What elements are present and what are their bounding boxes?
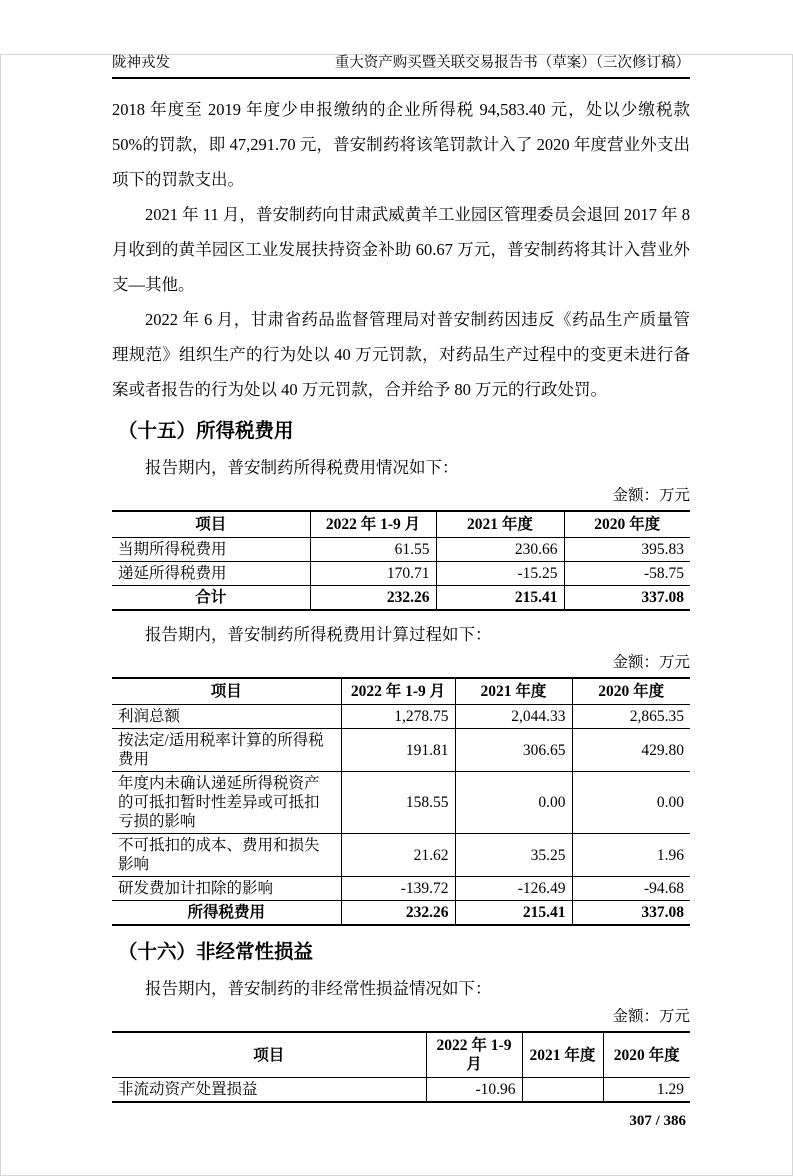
column-header: 2020 年度 [572,678,690,705]
unit-label-3: 金额：万元 [612,1008,690,1025]
cell-value: 215.41 [436,586,564,611]
section-15-heading: （十五）所得税费用 [118,420,294,442]
row-label: 非流动资产处置损益 [112,1078,426,1103]
cell-value: 306.65 [455,729,572,772]
running-header [112,54,690,79]
table-row [112,772,690,834]
column-header: 项目 [112,678,341,705]
cell-value: -15.25 [436,562,564,586]
column-header: 2022 年 1-9 月 [426,1032,522,1078]
cell-value: 337.08 [572,901,690,926]
cell-value: 0.00 [455,772,572,834]
row-label: 研发费加计扣除的影响 [112,877,341,901]
column-header: 2020 年度 [603,1032,690,1078]
cell-value: 1.29 [603,1078,690,1103]
table-row [112,586,690,611]
cell-value: 158.55 [341,772,455,834]
column-header: 2022 年 1-9 月 [341,678,455,705]
paragraph-tax-penalty: 2018 年度至 2019 年度少申报缴纳的企业所得税 94,583.40 元，处以少缴税款 50%的罚款，即 47,291.70 元，普安制药将该笔罚款计入了 2020 年度营业外支出项下的罚款支出。 [112,100,690,189]
cell-value: 337.08 [564,586,690,611]
cell-value [522,1078,603,1103]
table-row [112,729,690,772]
column-header: 项目 [112,1032,426,1078]
section-16-intro: 报告期内，普安制药的非经常性损益情况如下： [145,979,492,998]
cell-value: 232.26 [310,586,436,611]
table-row [112,834,690,877]
column-header: 2021 年度 [455,678,572,705]
cell-value: -139.72 [341,877,455,901]
column-header: 2021 年度 [436,511,564,538]
cell-value: 2,865.35 [572,705,690,729]
header-company-name: 陇神戎发 [112,55,170,71]
cell-value: -94.68 [572,877,690,901]
cell-value: 2,044.33 [455,705,572,729]
cell-value: 232.26 [341,901,455,926]
column-header: 2021 年度 [522,1032,603,1078]
row-label: 递延所得税费用 [112,562,310,586]
column-header: 项目 [112,511,310,538]
section-15-intro-2: 报告期内，普安制药所得税费用计算过程如下： [145,625,492,644]
cell-value: 230.66 [436,538,564,562]
table-row [112,705,690,729]
row-label: 不可抵扣的成本、费用和损失影响 [112,834,341,877]
income-tax-expense-table [112,510,690,611]
row-label: 当期所得税费用 [112,538,310,562]
cell-value: 35.25 [455,834,572,877]
page-number: 307 / 386 [629,1113,686,1129]
table-row [112,562,690,586]
table-row [112,1078,690,1103]
header-document-title: 重大资产购买暨关联交易报告书（草案）（三次修订稿） [334,55,690,71]
paragraph-gmp-penalty: 2022 年 6 月，甘肃省药品监督管理局对普安制药因违反《药品生产质量管理规范》组织生产的行为处以 40 万元罚款，对药品生产过程中的变更未进行备案或者报告的行为处以 40 万元罚款，合并给予 80 万元的行政处罚。 [112,310,690,399]
row-label: 合计 [112,586,310,611]
table-row [112,877,690,901]
table-row [112,901,690,926]
unit-label-1: 金额：万元 [612,487,690,504]
cell-value: 191.81 [341,729,455,772]
row-label: 按法定/适用税率计算的所得税费用 [112,729,341,772]
cell-value: 215.41 [455,901,572,926]
cell-value: 395.83 [564,538,690,562]
non-recurring-items-table [112,1031,690,1103]
cell-value: 61.55 [310,538,436,562]
column-header: 2022 年 1-9 月 [310,511,436,538]
row-label: 所得税费用 [112,901,341,926]
cell-value: -10.96 [426,1078,522,1103]
page-content [0,54,793,1103]
cell-value: 21.62 [341,834,455,877]
report-page [0,54,793,1176]
cell-value: 429.80 [572,729,690,772]
paragraph-subsidy-return: 2021 年 11 月，普安制药向甘肃武威黄羊工业园区管理委员会退回 2017 年 8 月收到的黄羊园区工业发展扶持资金补助 60.67 万元，普安制药将其计入营业外支—其他。 [112,205,690,294]
income-tax-calculation-table [112,677,690,926]
cell-value: -58.75 [564,562,690,586]
cell-value: 1,278.75 [341,705,455,729]
cell-value: 0.00 [572,772,690,834]
cell-value: 1.96 [572,834,690,877]
row-label: 利润总额 [112,705,341,729]
cell-value: 170.71 [310,562,436,586]
section-15-intro-1: 报告期内，普安制药所得税费用情况如下： [145,458,459,477]
column-header: 2020 年度 [564,511,690,538]
table-row [112,538,690,562]
row-label: 年度内未确认递延所得税资产的可抵扣暂时性差异或可抵扣亏损的影响 [112,772,341,834]
unit-label-2: 金额：万元 [612,654,690,671]
cell-value: -126.49 [455,877,572,901]
section-16-heading: （十六）非经常性损益 [118,941,314,963]
